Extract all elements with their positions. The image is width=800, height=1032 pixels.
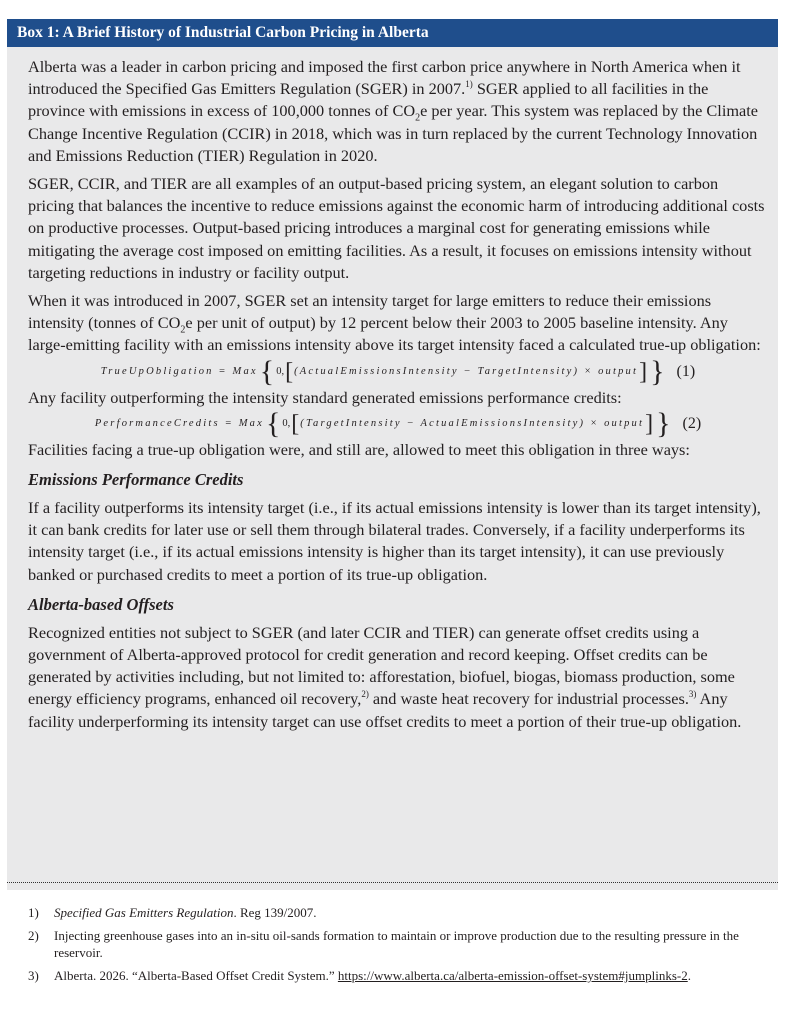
footnote-1	[28, 904, 768, 921]
text-span: .	[687, 968, 691, 983]
footnote-ref-1: 1)	[465, 78, 473, 89]
footnote-text	[54, 904, 768, 921]
footnote-number: 3)	[28, 968, 39, 983]
footnotes	[28, 904, 768, 990]
info-box	[7, 19, 778, 890]
box-title: Box 1: A Brief History of Industrial Carbon Pricing in Alberta	[7, 19, 778, 47]
text-span: Alberta. 2026. “Alberta-Based Offset Credit System.”	[54, 968, 338, 983]
equation-inner: (ActualEmissionsIntensity − TargetIntensity) × output	[294, 366, 639, 378]
right-brace: }	[656, 406, 671, 440]
paragraph-credits: Any facility outperforming the intensity standard generated emissions performance credits:	[28, 387, 622, 407]
equation-lhs: PerformanceCredits = Max	[94, 418, 264, 430]
paragraph-sger-target	[28, 290, 768, 357]
text-span: . Reg 139/2007.	[233, 905, 317, 920]
text-span: Alberta was a leader in carbon pricing and imposed the first carbon price anywhere in North America when it introduced the Specified Gas Emitters Regulation (SGER) in 2007.	[28, 57, 741, 99]
left-bracket: [	[285, 358, 294, 385]
paragraph-intro	[28, 56, 768, 167]
heading-alberta-offsets: Alberta-based Offsets	[28, 594, 174, 614]
right-bracket: ]	[645, 410, 654, 437]
text-span: e per year. This system was replaced by the Climate Change Incentive Regulation (CCIR) in 2018, which was in turn replaced by the current Technology Innovation and Emissions Reduction (TIER) Regulation in 2020.	[28, 101, 758, 165]
left-brace: {	[265, 406, 281, 440]
text-span: Recognized entities not subject to SGER (and later CCIR and TIER) can generate offset credits using a government of Alberta-approved protocol for credit generation and record keeping. Offset credits can be generated by activities including, but not limited to: afforestation, biofuel, biogas, biomass production, some energy efficiency programs, enhanced oil recovery,	[28, 622, 735, 709]
left-brace: {	[259, 354, 275, 388]
right-bracket: ]	[639, 358, 648, 385]
equation-inner: (TargetIntensity − ActualEmissionsIntensity) × output	[300, 418, 645, 430]
equation-true-up	[28, 354, 768, 388]
equation-performance-credits	[28, 406, 768, 440]
box-body	[7, 47, 778, 733]
right-brace: }	[650, 354, 665, 388]
equation-lhs: TrueUpObligation = Max	[100, 366, 258, 378]
equation-number: (1)	[676, 362, 696, 380]
equation-zero: 0,	[282, 418, 291, 430]
equation-zero: 0,	[276, 366, 285, 378]
paragraph-epc: If a facility outperforms its intensity target (i.e., if its actual emissions intensity is lower than its target intensity), it can bank credits for later use or sell them through bilateral trades. Conversely, if a facility underperforms its intensity target (i.e., if its actual emissions intensity is higher than its target intensity), it can use previously banked or purchased credits to meet a portion of its true-up obligation.	[28, 498, 761, 584]
equation-number: (2)	[682, 414, 702, 432]
left-bracket: [	[291, 410, 300, 437]
subscript: 2	[415, 112, 421, 124]
text-span: Any facility underperforming its intensity target can use offset credits to meet a portion of their true-up obligation.	[28, 689, 742, 731]
text-span: e per unit of output) by 12 percent below their 2003 to 2005 baseline intensity. Any large-emitting facility with an emissions intensity above its target intensity faced a calculated true-up obligation:	[28, 313, 761, 355]
footnote-text: Injecting greenhouse gases into an in-situ oil-sands formation to maintain or improve production due to the resulting pressure in the reservoir.	[54, 928, 739, 960]
text-span: When it was introduced in 2007, SGER set an intensity target for large emitters to reduce their emissions intensity (tonnes of CO	[28, 291, 712, 333]
footnote-number: 1)	[28, 905, 39, 920]
paragraph-output-based: SGER, CCIR, and TIER are all examples of an output-based pricing system, an elegant solution to carbon pricing that balances the incentive to reduce emissions against the economic harm of introducing additional costs on productive processes. Output-based pricing introduces a marginal cost for generating emissions while mitigating the average cost imposed on emitting facilities. As a result, it focuses on emissions intensity without targeting reductions in industry or facility output.	[28, 174, 765, 282]
footnote-ref-2: 2)	[361, 689, 369, 700]
footnote-italic: Specified Gas Emitters Regulation	[54, 905, 234, 920]
footnote-divider	[7, 882, 778, 883]
footnote-2	[28, 927, 768, 961]
footnote-text	[54, 967, 768, 984]
footnote-number: 2)	[28, 928, 39, 943]
heading-emissions-performance-credits: Emissions Performance Credits	[28, 470, 244, 490]
text-span: SGER applied to all facilities in the province with emissions in excess of 100,000 tonnes of CO	[28, 79, 709, 121]
offset-credit-link[interactable]: https://www.alberta.ca/alberta-emission-offset-system#jumplinks-2	[337, 968, 688, 983]
paragraph-offsets	[28, 622, 768, 733]
footnote-3	[28, 967, 768, 984]
paragraph-three-ways: Facilities facing a true-up obligation were, and still are, allowed to meet this obligation in three ways:	[28, 439, 690, 459]
footnote-ref-3: 3)	[688, 689, 697, 700]
text-span: and waste heat recovery for industrial processes.	[368, 689, 689, 709]
subscript: 2	[180, 324, 186, 336]
